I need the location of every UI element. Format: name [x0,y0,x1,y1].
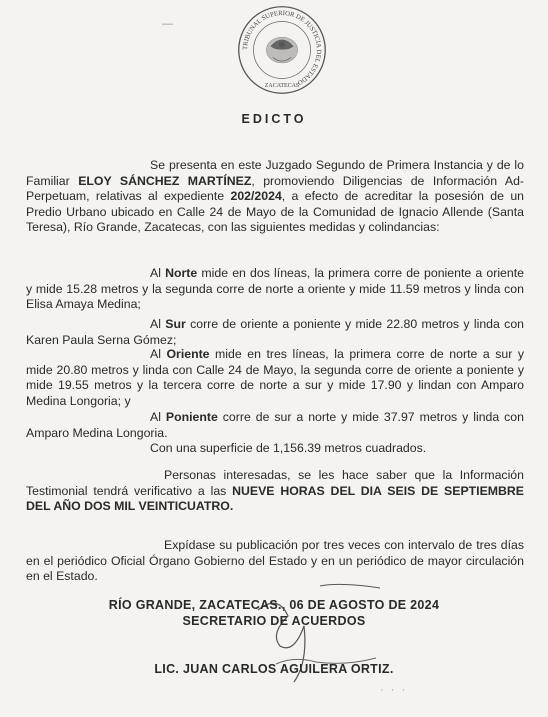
surface-line: Con una superficie de 1,156.39 metros cuadrados. [150,441,427,455]
publication-paragraph: Expídase su publicación por tres veces con intervalo de tres días en el periódico Oficial Órgano Gobierno del Estado y en un periódico de mayor circulación en el Estado. [26,538,524,584]
margin-mark: — [162,18,173,30]
north-paragraph [26,266,524,313]
seal-ring-text: TRIBUNAL SUPERIOR DE JUSTICIA DEL ESTADO [241,9,323,86]
north-text: mide en dos líneas, la primera corre de poniente a oriente y mide 15.28 metros y la segunda corre de norte a oriente y mide 11.59 metros y linda con Elisa Amaya Medina; [26,266,524,312]
south-paragraph [26,317,524,348]
west-paragraph [26,410,524,441]
intro-text-3: , a efecto de acreditar la posesión de un Predio Urbano ubicado en Calle 24 de Mayo de la Comunidad de Ignacio Allende (Santa Teresa), Río Grande, Zacatecas, con las siguientes medidas y colindancias: [26,189,525,235]
document-title: EDICTO [241,112,307,126]
west-text: corre de sur a norte y mide 37.97 metros y linda con Amparo Medina Longoria. [26,410,524,440]
signature-name: LIC. JUAN CARLOS AGUILERA ORTIZ. [154,662,394,676]
intro-text-2: , promoviendo Diligencias de Información Ad-Perpetuam, relativas al expediente [26,173,525,204]
south-pre: Al [150,317,166,331]
east-label: Oriente [166,347,210,361]
south-label: Sur [165,317,186,331]
expediente-number: 202/2024 [230,189,282,204]
court-seal [236,4,328,96]
eagle-emblem-icon [266,37,297,63]
south-text: corre de oriente a poniente y mide 22.80 metros y linda con Karen Paula Serna Gómez; [26,317,524,347]
north-label: Norte [165,266,198,280]
east-text: mide en tres líneas, la primera corre de norte a sur y mide 20.80 metros y linda con Calle 24 de Mayo, la segunda corre de oriente a poniente y mide 19.55 metros y la tercera corre de norte a sur y mide 17.90 y lindan con Amparo Medina Longoria; y [26,347,524,408]
hearing-paragraph [26,468,524,515]
intro-text-1: Se presenta en este Juzgado Segundo de Primera Instancia y de lo Familiar [26,158,524,188]
margin-mark-bottom: · · · [380,684,408,696]
promovente-name: ELOY SÁNCHEZ MARTÍNEZ [78,173,252,188]
seal-bottom-text: ZACATECAS [264,82,300,89]
west-pre: Al [150,410,166,424]
east-pre: Al [150,347,167,361]
hearing-text: Personas interesadas, se les hace saber que la Información Testimonial tendrá verificativo a las [26,468,524,498]
east-paragraph [26,347,524,409]
signature-role: SECRETARIO DE ACUERDOS [182,614,366,628]
intro-paragraph [26,158,524,236]
west-label: Poniente [165,410,218,424]
signature-place-date: RÍO GRANDE, ZACATECAS., 06 DE AGOSTO DE 2024 [108,598,440,612]
north-pre: Al [150,266,166,280]
hearing-date: NUEVE HORAS DEL DIA SEIS DE SEPTIEMBRE DEL AÑO DOS MIL VEINTICUATRO. [26,483,524,514]
